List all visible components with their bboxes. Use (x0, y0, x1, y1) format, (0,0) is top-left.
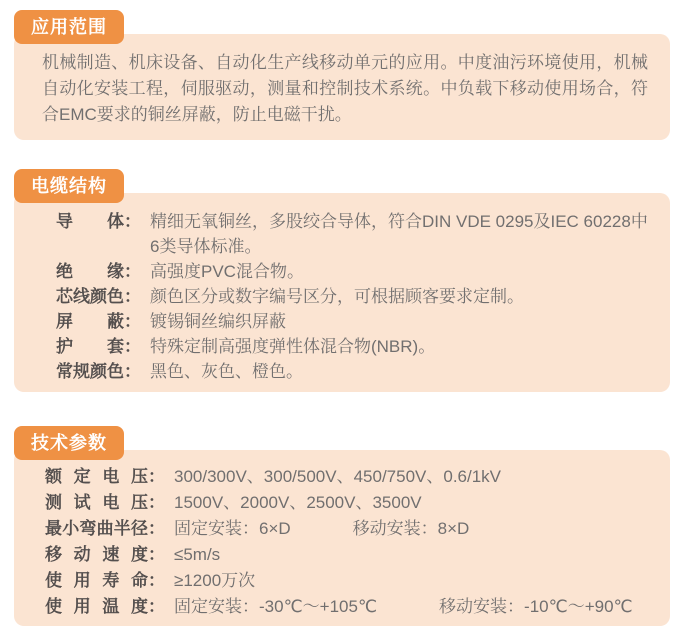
row-value (174, 594, 650, 620)
row-value-mobile: 移动安装：-10℃～+90℃ (439, 597, 633, 616)
row-colon: ： (148, 545, 165, 564)
row-colon: ： (124, 362, 141, 381)
row-label: 芯线颜色 (56, 287, 124, 306)
row-value: 特殊定制高强度弹性体混合物(NBR)。 (150, 337, 436, 356)
row-label: 护套 (56, 337, 124, 356)
row-label: 常规颜色 (56, 362, 124, 381)
row-colon: ： (124, 312, 141, 331)
params-row-service-life (45, 568, 650, 594)
row-value: 颜色区分或数字编号区分，可根据顾客要求定制。 (150, 287, 524, 306)
row-colon: ： (148, 467, 165, 486)
row-label: 使用温度 (45, 597, 148, 616)
section-params-panel (14, 450, 670, 626)
section-params-tab: 技术参数 (14, 426, 124, 460)
params-row-operating-temp (45, 594, 650, 620)
row-colon: ： (148, 493, 165, 512)
params-row-min-bend-radius (45, 516, 650, 542)
row-colon: ： (124, 287, 141, 306)
row-label: 额定电压 (45, 467, 148, 486)
row-value: 黑色、灰色、橙色。 (150, 362, 303, 381)
row-value-fixed: 固定安装：-30℃～+105℃ (174, 597, 378, 616)
row-value: 300/300V、300/500V、450/750V、0.6/1kV (174, 467, 502, 486)
section-application-tab: 应用范围 (14, 10, 124, 44)
row-colon: ： (124, 262, 141, 281)
row-value: 精细无氧铜丝，多股绞合导体，符合DIN VDE 0295及IEC 60228中6类导体标准。 (150, 212, 648, 256)
row-value: 1500V、2000V、2500V、3500V (174, 493, 422, 512)
row-value: 镀锡铜丝编织屏蔽 (150, 312, 286, 331)
structure-row-shield (56, 309, 650, 334)
application-paragraph: 机械制造、机床设备、自动化生产线移动单元的应用。中度油污环境使用，机械自动化安装工程，伺服驱动，测量和控制技术系统。中负载下移动使用场合，符合EMC要求的铜丝屏蔽，防止电磁干扰。 (42, 53, 648, 124)
section-structure (14, 169, 670, 392)
row-label: 最小弯曲半径 (45, 519, 148, 538)
structure-row-conductor (56, 209, 650, 259)
structure-row-jacket (56, 334, 650, 359)
row-label: 移动速度 (45, 545, 148, 564)
row-colon: ： (148, 597, 165, 616)
section-structure-panel (14, 193, 670, 392)
row-value-mobile: 移动安装：8×D (352, 519, 470, 538)
params-row-travel-speed (45, 542, 650, 568)
row-colon: ： (124, 337, 141, 356)
row-value (174, 516, 650, 542)
params-row-test-voltage (45, 490, 650, 516)
row-colon: ： (148, 571, 165, 590)
row-colon: ： (148, 519, 165, 538)
params-row-rated-voltage (45, 464, 650, 490)
row-label: 绝缘 (56, 262, 124, 281)
row-value: 高强度PVC混合物。 (150, 262, 304, 281)
row-value-fixed: 固定安装：6×D (174, 519, 291, 538)
section-params (14, 426, 670, 626)
structure-row-standard-colors (56, 359, 650, 384)
structure-row-insulation (56, 259, 650, 284)
structure-row-core-color (56, 284, 650, 309)
row-value: ≥1200万次 (174, 571, 256, 590)
row-value: ≤5m/s (174, 545, 221, 564)
row-label: 使用寿命 (45, 571, 148, 590)
row-label: 导体 (56, 212, 124, 231)
section-structure-tab: 电缆结构 (14, 169, 124, 203)
row-label: 屏蔽 (56, 312, 124, 331)
row-label: 测试电压 (45, 493, 148, 512)
section-application-panel (14, 34, 670, 140)
row-colon: ： (124, 212, 141, 231)
section-application (14, 10, 670, 140)
